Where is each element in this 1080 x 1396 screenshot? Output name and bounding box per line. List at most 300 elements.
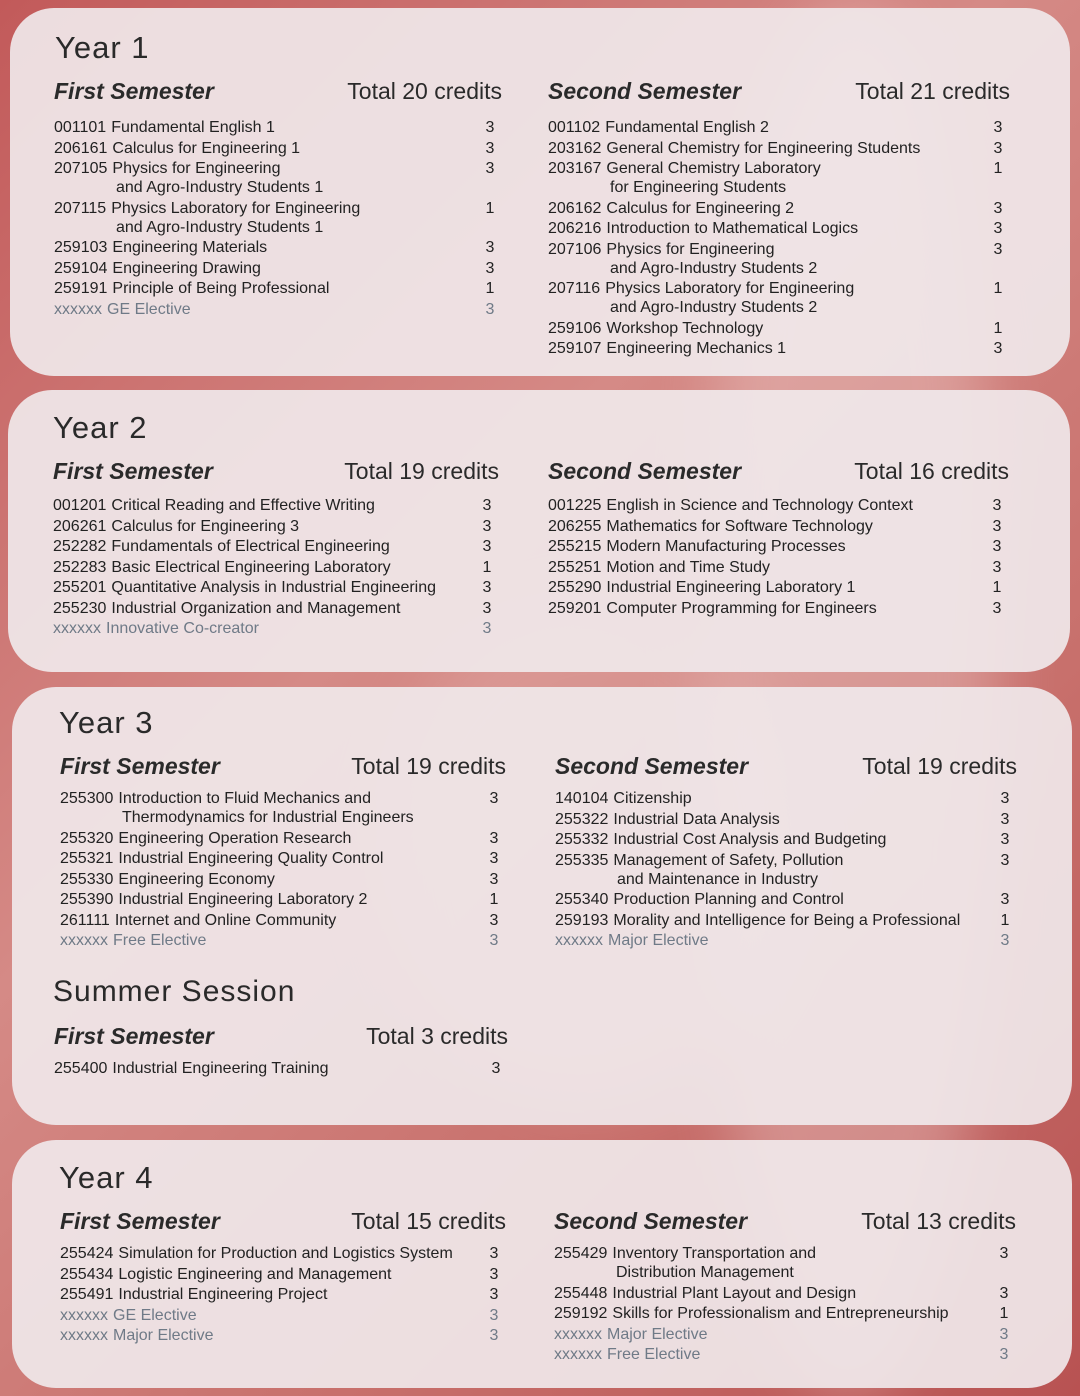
course-title-line [60, 1285, 506, 1304]
course-credits: 3 [993, 220, 1003, 237]
course-title-line [54, 1059, 508, 1078]
course-credits: 3 [1000, 891, 1010, 908]
semester-header [555, 753, 1017, 783]
course-title-line [60, 789, 506, 808]
course-name: Introduction to Fluid Mechanics and [118, 790, 371, 807]
course-row [60, 849, 506, 868]
course-title-line [548, 139, 1010, 158]
course-row [60, 829, 506, 848]
course-row [548, 496, 1009, 515]
course-credits: 3 [482, 620, 492, 637]
course-row [555, 911, 1017, 930]
course-code: 255320 [60, 829, 114, 847]
course-title-line [60, 829, 506, 848]
course-name: Fundamental English 1 [111, 119, 275, 136]
course-name: Engineering Mechanics 1 [606, 340, 787, 357]
course-credits: 3 [485, 259, 495, 277]
course-row [60, 789, 506, 827]
course-list [548, 496, 1009, 618]
course-name: Engineering Economy [118, 870, 275, 888]
course-credits: 3 [489, 1327, 499, 1344]
semester-name: Second Semester [548, 458, 742, 484]
course-code: 001102 [548, 119, 601, 136]
course-name: Free Elective [607, 1346, 701, 1363]
course-name: Logistic Engineering and Management [118, 1265, 392, 1283]
course-credits: 3 [489, 850, 499, 867]
course-code: 255335 [555, 851, 609, 869]
course-name: Basic Electrical Engineering Laboratory [111, 558, 391, 576]
semester-total: Total 16 credits [854, 458, 1009, 484]
course-code: xxxxxx [60, 932, 108, 949]
course-row [548, 118, 1010, 137]
course-title-line [554, 1244, 1016, 1263]
course-title-line [548, 219, 1010, 238]
course-credits: 3 [992, 599, 1002, 617]
course-row [60, 911, 506, 930]
first-semester [53, 458, 499, 638]
course-code: xxxxxx [554, 1346, 602, 1363]
course-title-line [53, 578, 499, 597]
elective-course-row [60, 1306, 506, 1325]
course-credits: 1 [999, 1305, 1009, 1322]
course-row [548, 139, 1010, 158]
elective-course-row [554, 1325, 1016, 1344]
course-name: Industrial Engineering Project [118, 1286, 328, 1303]
course-name-continued: Thermodynamics for Industrial Engineers [122, 809, 414, 826]
course-title-line [54, 159, 502, 178]
course-credits: 3 [992, 558, 1002, 576]
course-credits: 1 [993, 280, 1003, 297]
course-row [548, 578, 1009, 597]
course-credits: 3 [993, 240, 1003, 258]
course-credits: 3 [999, 1284, 1009, 1302]
course-title-line [555, 789, 1017, 808]
course-credits: 3 [999, 1325, 1009, 1343]
course-name: Motion and Time Study [606, 558, 771, 576]
year-1-panel [10, 8, 1070, 376]
course-code: 203167 [548, 160, 602, 177]
course-title-line [548, 558, 1009, 577]
course-title-line [555, 911, 1017, 930]
course-list [53, 496, 499, 638]
course-title-line [554, 1304, 1016, 1323]
course-code: 252283 [53, 558, 107, 576]
course-code: 206162 [548, 199, 602, 217]
course-title-line [548, 578, 1009, 597]
course-code: 261111 [60, 911, 110, 929]
course-title-line [548, 199, 1010, 218]
course-code: 255448 [554, 1284, 608, 1302]
course-credits: 1 [993, 319, 1003, 337]
course-code: 255201 [53, 579, 107, 596]
course-name: Workshop Technology [606, 319, 764, 337]
course-title-line [548, 279, 1010, 298]
course-title-line [54, 118, 502, 137]
course-title-line [548, 496, 1009, 515]
course-name: Engineering Materials [112, 239, 268, 256]
semester-name: First Semester [60, 1208, 220, 1234]
elective-course-row [60, 931, 506, 950]
course-credits: 3 [485, 239, 495, 256]
first-semester [60, 753, 506, 950]
semester-total: Total 19 credits [344, 458, 499, 484]
semester-total: Total 15 credits [351, 1208, 506, 1234]
course-title-line [53, 517, 499, 536]
course-row [54, 139, 502, 158]
course-title-line [53, 599, 499, 618]
course-code: 255321 [60, 850, 114, 867]
course-name: Introduction to Mathematical Logics [606, 220, 859, 237]
course-title-line [60, 931, 506, 950]
course-credits: 3 [482, 538, 492, 555]
course-name: Engineering Drawing [112, 259, 261, 277]
course-name: General Chemistry Laboratory [606, 160, 821, 177]
course-credits: 3 [489, 829, 499, 847]
course-code: 255290 [548, 579, 602, 596]
course-code: 206261 [53, 517, 107, 535]
course-code: 255424 [60, 1245, 114, 1262]
course-code: 207115 [54, 199, 107, 217]
course-name: Modern Manufacturing Processes [606, 538, 846, 555]
course-title-line [60, 1244, 506, 1263]
course-name: Physics for Engineering [606, 240, 775, 258]
course-code: 252282 [53, 538, 107, 555]
semester-name: First Semester [60, 753, 220, 779]
semester-header [60, 753, 506, 783]
course-name: Major Elective [113, 1327, 214, 1344]
course-row [548, 319, 1010, 338]
course-credits: 3 [489, 911, 499, 929]
course-code: 259191 [54, 280, 108, 297]
semester-header [53, 458, 499, 488]
course-row [555, 851, 1017, 889]
course-credits: 3 [482, 579, 492, 596]
course-code: xxxxxx [554, 1325, 602, 1343]
course-row [60, 870, 506, 889]
course-credits: 3 [992, 538, 1002, 555]
course-credits: 3 [993, 139, 1003, 157]
course-credits: 3 [489, 1265, 499, 1283]
course-name: Free Elective [113, 932, 207, 949]
course-title-line [60, 911, 506, 930]
course-name: Principle of Being Professional [112, 280, 330, 297]
year-2-panel [8, 390, 1070, 672]
course-list [54, 1059, 508, 1078]
course-name-continued: and Maintenance in Industry [617, 870, 819, 888]
course-title-line [554, 1284, 1016, 1303]
course-row [548, 199, 1010, 218]
course-code: 206255 [548, 517, 602, 535]
course-code: 255330 [60, 870, 114, 888]
course-credits: 1 [489, 891, 499, 908]
semester-name: First Semester [54, 78, 214, 104]
course-row [555, 830, 1017, 849]
course-credits: 3 [489, 1245, 499, 1262]
year-3-panel [12, 687, 1072, 1125]
elective-course-row [555, 931, 1017, 950]
course-code: xxxxxx [53, 620, 101, 637]
course-row [548, 339, 1010, 358]
semester-total: Total 13 credits [861, 1208, 1016, 1234]
course-title-line [54, 238, 502, 257]
course-code: xxxxxx [60, 1306, 108, 1324]
course-name: Physics for Engineering [112, 160, 281, 177]
semester-total: Total 20 credits [347, 78, 502, 104]
course-code: 203162 [548, 139, 602, 157]
course-code: 140104 [555, 790, 609, 807]
course-title-line [53, 619, 499, 638]
course-code: 255230 [53, 599, 107, 617]
course-credits: 3 [482, 497, 492, 514]
course-credits: 3 [489, 932, 499, 949]
semester-header [54, 78, 502, 108]
course-row [60, 1244, 506, 1263]
course-title-line [60, 1326, 506, 1345]
course-title-line [60, 870, 506, 889]
semester-total: Total 3 credits [366, 1023, 508, 1049]
semester-name: Second Semester [548, 78, 742, 104]
course-credits: 3 [482, 599, 492, 617]
course-title-line [548, 319, 1010, 338]
semester-total: Total 19 credits [351, 753, 506, 779]
course-row [548, 558, 1009, 577]
course-name: Major Elective [608, 932, 709, 949]
course-credits: 1 [993, 160, 1003, 177]
course-row [60, 890, 506, 909]
course-title-line [548, 159, 1010, 178]
course-title-line [548, 517, 1009, 536]
course-code: xxxxxx [555, 932, 603, 949]
course-list [60, 1244, 506, 1345]
course-row [54, 1059, 508, 1078]
course-title-line [60, 849, 506, 868]
course-row [54, 159, 502, 197]
course-row [54, 118, 502, 137]
course-code: 206161 [54, 139, 108, 157]
course-name: Industrial Engineering Laboratory 2 [118, 891, 368, 908]
course-row [53, 537, 499, 556]
course-row [548, 599, 1009, 618]
course-title-line [53, 496, 499, 515]
course-list [54, 118, 502, 319]
elective-course-row [554, 1345, 1016, 1364]
semester-header [548, 458, 1009, 488]
course-code: 255400 [54, 1060, 108, 1077]
course-name: Quantitative Analysis in Industrial Engineering [111, 579, 437, 596]
course-title-line [548, 537, 1009, 556]
semester-name: First Semester [54, 1023, 214, 1049]
course-row [548, 159, 1010, 197]
course-title-line [555, 810, 1017, 829]
semester-header [554, 1208, 1016, 1238]
course-code: 255434 [60, 1265, 114, 1283]
course-name: Major Elective [607, 1325, 708, 1343]
course-row [54, 238, 502, 257]
course-code: 206216 [548, 220, 602, 237]
course-name: Morality and Intelligence for Being a Professional [613, 911, 961, 929]
semester-total: Total 21 credits [855, 78, 1010, 104]
course-name-continued: for Engineering Students [610, 179, 787, 196]
course-name: General Chemistry for Engineering Students [606, 139, 921, 157]
semester-name: Second Semester [555, 753, 749, 779]
course-title-line [53, 537, 499, 556]
course-name: Fundamental English 2 [605, 119, 769, 136]
course-title-line [548, 599, 1009, 618]
course-code: 255491 [60, 1286, 114, 1303]
course-name: Industrial Data Analysis [613, 810, 780, 828]
course-name: Inventory Transportation and [612, 1245, 817, 1262]
course-title-line [60, 890, 506, 909]
course-credits: 1 [482, 558, 492, 576]
semester-total: Total 19 credits [862, 753, 1017, 779]
course-title-line [554, 1345, 1016, 1364]
course-code: xxxxxx [54, 300, 102, 318]
course-code: 255332 [555, 831, 609, 848]
course-code: 259201 [548, 599, 602, 617]
course-credits: 3 [999, 1346, 1009, 1363]
course-title-line [60, 1265, 506, 1284]
course-credits: 3 [485, 119, 495, 136]
course-row [53, 599, 499, 618]
course-name: Industrial Engineering Laboratory 1 [606, 579, 856, 596]
course-code: 255300 [60, 790, 114, 807]
summer-session-title: Summer Session [53, 975, 296, 1008]
course-title-line [554, 1325, 1016, 1344]
course-title-line [54, 139, 502, 158]
course-title-line [54, 279, 502, 298]
course-code: 259193 [555, 911, 609, 929]
course-row [548, 279, 1010, 317]
course-name: Internet and Online Community [114, 911, 337, 929]
second-semester [548, 78, 1010, 358]
course-name: Calculus for Engineering 1 [112, 139, 301, 157]
course-code: 255322 [555, 810, 609, 828]
course-credits: 3 [485, 300, 495, 318]
course-title-line [555, 931, 1017, 950]
course-name: Calculus for Engineering 3 [111, 517, 300, 535]
course-title-line [555, 851, 1017, 870]
course-credits: 1 [485, 280, 495, 297]
course-title-line [555, 890, 1017, 909]
course-name-continued: and Agro-Industry Students 2 [610, 299, 818, 316]
course-list [555, 789, 1017, 950]
course-code: 001225 [548, 497, 602, 514]
course-name: Simulation for Production and Logistics System [118, 1245, 453, 1262]
course-code: 001201 [53, 497, 107, 514]
course-code: 255215 [548, 538, 602, 555]
course-name: Physics Laboratory for Engineering [111, 199, 361, 217]
course-name-continued: and Agro-Industry Students 2 [610, 259, 818, 277]
second-semester [554, 1208, 1016, 1364]
course-title-line [60, 1306, 506, 1325]
course-name: Computer Programming for Engineers [606, 599, 877, 617]
first-semester [60, 1208, 506, 1345]
course-code: 259192 [554, 1305, 608, 1322]
course-name: Skills for Professionalism and Entrepreneurship [612, 1305, 949, 1322]
course-row [548, 240, 1010, 278]
course-title-line [548, 240, 1010, 259]
course-row [54, 199, 502, 237]
course-row [548, 517, 1009, 536]
course-title-line [548, 339, 1010, 358]
course-code: 259104 [54, 259, 108, 277]
course-name: Innovative Co-creator [106, 620, 259, 637]
course-credits: 3 [993, 340, 1003, 357]
course-list [548, 118, 1010, 358]
course-credits: 3 [1000, 932, 1010, 949]
course-credits: 3 [489, 870, 499, 888]
course-credits: 3 [1000, 851, 1010, 869]
course-name: Industrial Engineering Training [112, 1060, 329, 1077]
course-credits: 3 [485, 160, 495, 177]
course-row [555, 890, 1017, 909]
course-credits: 3 [491, 1060, 501, 1077]
course-name: Critical Reading and Effective Writing [111, 497, 375, 514]
course-code: 259106 [548, 319, 602, 337]
course-credits: 3 [489, 1306, 499, 1324]
course-credits: 1 [992, 579, 1002, 596]
course-row [555, 810, 1017, 829]
course-code: 255429 [554, 1245, 608, 1262]
course-credits: 1 [1000, 911, 1010, 929]
course-row [53, 558, 499, 577]
semester-header [548, 78, 1010, 108]
course-name: Industrial Cost Analysis and Budgeting [613, 831, 887, 848]
course-credits: 3 [993, 119, 1003, 136]
elective-course-row [60, 1326, 506, 1345]
year-title: Year 2 [53, 410, 148, 445]
course-row [60, 1285, 506, 1304]
course-name-continued: Distribution Management [616, 1264, 794, 1281]
course-code: 259107 [548, 340, 602, 357]
course-name: Industrial Plant Layout and Design [612, 1284, 857, 1302]
course-name: Production Planning and Control [613, 891, 844, 908]
course-name: Engineering Operation Research [118, 829, 352, 847]
course-credits: 3 [489, 1286, 499, 1303]
course-name-continued: and Agro-Industry Students 1 [116, 179, 324, 196]
course-list [554, 1244, 1016, 1364]
course-title-line [548, 118, 1010, 137]
course-credits: 3 [485, 139, 495, 157]
semester-header [54, 1023, 508, 1053]
course-credits: 3 [1000, 810, 1010, 828]
course-code: 259103 [54, 239, 108, 256]
semester-header [60, 1208, 506, 1238]
course-code: xxxxxx [60, 1327, 108, 1344]
course-code: 207105 [54, 160, 108, 177]
course-name: Calculus for Engineering 2 [606, 199, 795, 217]
course-code: 255251 [548, 558, 602, 576]
course-code: 207106 [548, 240, 602, 258]
course-name: Mathematics for Software Technology [606, 517, 873, 535]
course-row [53, 496, 499, 515]
first-semester [54, 78, 502, 319]
year-title: Year 1 [55, 30, 150, 65]
course-credits: 3 [1000, 790, 1010, 807]
course-row [554, 1304, 1016, 1323]
course-title-line [555, 830, 1017, 849]
course-row [53, 517, 499, 536]
course-name: Management of Safety, Pollution [613, 851, 844, 869]
year-title: Year 3 [59, 705, 154, 740]
elective-course-row [54, 300, 502, 319]
course-row [60, 1265, 506, 1284]
course-row [554, 1244, 1016, 1282]
semester-name: First Semester [53, 458, 213, 484]
course-code: 255340 [555, 891, 609, 908]
year-4-panel [12, 1140, 1072, 1388]
course-credits: 3 [482, 517, 492, 535]
